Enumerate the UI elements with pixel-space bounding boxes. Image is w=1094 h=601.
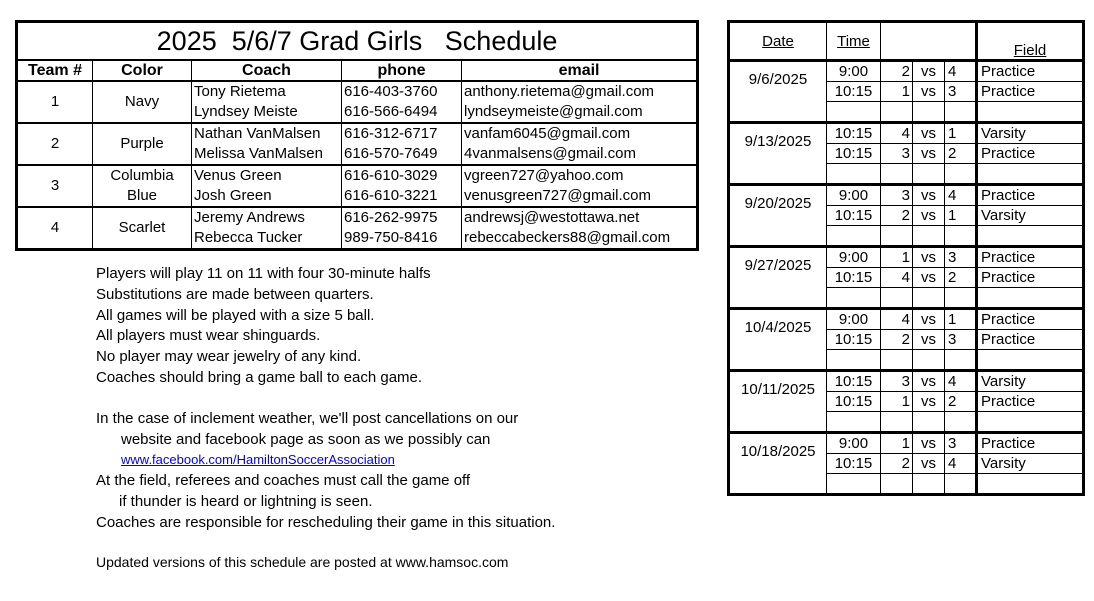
away-team: 3: [945, 330, 977, 350]
game-time: 10:15: [827, 123, 881, 144]
team-color-cell: [93, 81, 192, 123]
coach-email: rebeccabeckers88@gmail.com: [464, 229, 671, 246]
team-emails: [462, 165, 698, 207]
team-phones: [342, 165, 462, 207]
empty-cell: [881, 412, 913, 433]
rule-line: Coaches should bring a game ball to each game.: [96, 368, 423, 386]
team-phones: [342, 207, 462, 250]
empty-cell: [977, 350, 1084, 371]
game-time: 10:15: [827, 206, 881, 226]
empty-cell: [945, 102, 977, 123]
coach-email: andrewsj@westottawa.net: [464, 209, 640, 226]
coach-name: Josh Green: [194, 187, 272, 204]
empty-cell: [913, 226, 945, 247]
empty-cell: [977, 288, 1084, 309]
empty-cell: [827, 350, 881, 371]
header-date: Date: [729, 22, 827, 61]
coach-phone: 616-262-9975: [344, 209, 438, 226]
away-team: 4: [945, 61, 977, 82]
game-date: 10/4/2025: [729, 309, 827, 371]
updated-note: Updated versions of this schedule are posted at www.hamsoc.com: [96, 554, 509, 570]
away-team: 3: [945, 247, 977, 268]
empty-cell: [913, 164, 945, 185]
team-row: [17, 207, 698, 250]
home-team: 1: [881, 82, 913, 102]
home-team: 1: [881, 392, 913, 412]
coach-name: Lyndsey Meiste: [194, 103, 298, 120]
schedule-row: [729, 433, 1084, 454]
team-color-cell: [93, 165, 192, 207]
away-team: 1: [945, 123, 977, 144]
team-color: Scarlet: [118, 219, 166, 236]
schedule-row: [729, 247, 1084, 268]
header-matchup: [881, 22, 977, 61]
empty-cell: [827, 102, 881, 123]
game-time: 10:15: [827, 392, 881, 412]
vs-label: vs: [913, 392, 945, 412]
empty-cell: [881, 288, 913, 309]
game-date: 9/20/2025: [729, 185, 827, 247]
weather-note: In the case of inclement weather, we'll post cancellations on our: [96, 409, 519, 427]
coach-phone: 989-750-8416: [344, 229, 438, 246]
team-color: Navy: [124, 93, 160, 110]
away-team: 1: [945, 206, 977, 226]
home-team: 2: [881, 330, 913, 350]
home-team: 4: [881, 268, 913, 288]
game-date: 10/11/2025: [729, 371, 827, 433]
game-time: 9:00: [827, 185, 881, 206]
away-team: 3: [945, 82, 977, 102]
game-field: Varsity: [977, 371, 1084, 392]
rule-line: All games will be played with a size 5 ball.: [96, 306, 375, 324]
game-time: 9:00: [827, 247, 881, 268]
empty-cell: [881, 350, 913, 371]
vs-label: vs: [913, 330, 945, 350]
team-row: [17, 81, 698, 123]
vs-label: vs: [913, 61, 945, 82]
empty-cell: [977, 164, 1084, 185]
coach-email: lyndseymeiste@gmail.com: [464, 103, 643, 120]
rule-line: All players must wear shinguards.: [96, 327, 321, 345]
game-date: 10/18/2025: [729, 433, 827, 495]
game-field: Practice: [977, 185, 1084, 206]
header-color: Color: [93, 60, 192, 81]
home-team: 2: [881, 454, 913, 474]
vs-label: vs: [913, 454, 945, 474]
game-field: Practice: [977, 82, 1084, 102]
game-time: 10:15: [827, 454, 881, 474]
vs-label: vs: [913, 309, 945, 330]
rule-line: No player may wear jewelry of any kind.: [96, 348, 362, 366]
team-row: [17, 165, 698, 207]
empty-cell: [945, 164, 977, 185]
team-number: 1: [17, 81, 93, 123]
team-coaches: [192, 207, 342, 250]
empty-cell: [945, 412, 977, 433]
team-emails: [462, 81, 698, 123]
home-team: 3: [881, 144, 913, 164]
away-team: 3: [945, 433, 977, 454]
coach-phone: 616-403-3760: [344, 83, 438, 100]
coach-name: Tony Rietema: [194, 83, 286, 100]
game-time: 9:00: [827, 61, 881, 82]
schedule-row: [729, 123, 1084, 144]
coach-name: Nathan VanMalsen: [194, 125, 321, 142]
game-time: 10:15: [827, 330, 881, 350]
team-phones: [342, 123, 462, 165]
vs-label: vs: [913, 268, 945, 288]
empty-cell: [913, 350, 945, 371]
empty-cell: [945, 474, 977, 495]
empty-cell: [913, 288, 945, 309]
game-field: Varsity: [977, 206, 1084, 226]
rule-line: Substitutions are made between quarters.: [96, 285, 374, 303]
home-team: 3: [881, 185, 913, 206]
empty-cell: [827, 288, 881, 309]
home-team: 3: [881, 371, 913, 392]
coach-email: venusgreen727@gmail.com: [464, 187, 651, 204]
game-time: 10:15: [827, 371, 881, 392]
team-number: 4: [17, 207, 93, 250]
schedule-title: 2025 5/6/7 Grad Girls Schedule: [17, 22, 698, 61]
vs-label: vs: [913, 82, 945, 102]
game-field: Practice: [977, 144, 1084, 164]
vs-label: vs: [913, 433, 945, 454]
empty-cell: [977, 412, 1084, 433]
empty-cell: [881, 102, 913, 123]
vs-label: vs: [913, 185, 945, 206]
header-phone: phone: [342, 60, 462, 81]
game-field: Practice: [977, 433, 1084, 454]
game-field: Practice: [977, 61, 1084, 82]
coach-email: anthony.rietema@gmail.com: [464, 83, 655, 100]
away-team: 1: [945, 309, 977, 330]
empty-cell: [977, 102, 1084, 123]
empty-cell: [913, 102, 945, 123]
team-coaches: [192, 81, 342, 123]
away-team: 2: [945, 392, 977, 412]
header-email: email: [462, 60, 698, 81]
coach-name: Venus Green: [194, 167, 282, 184]
header-coach: Coach: [192, 60, 342, 81]
schedule-row: [729, 309, 1084, 330]
team-coaches: [192, 123, 342, 165]
team-color-line: Blue: [126, 187, 158, 204]
facebook-link[interactable]: www.facebook.com/HamiltonSoccerAssociation: [121, 452, 395, 468]
weather-note: At the field, referees and coaches must call the game off: [96, 472, 471, 490]
away-team: 4: [945, 454, 977, 474]
vs-label: vs: [913, 144, 945, 164]
game-field: Practice: [977, 268, 1084, 288]
team-row: [17, 123, 698, 165]
schedule-header: [729, 22, 1084, 61]
game-date: 9/13/2025: [729, 123, 827, 185]
vs-label: vs: [913, 206, 945, 226]
game-time: 10:15: [827, 268, 881, 288]
game-field: Practice: [977, 392, 1084, 412]
home-team: 1: [881, 433, 913, 454]
team-phones: [342, 81, 462, 123]
away-team: 2: [945, 268, 977, 288]
empty-cell: [827, 226, 881, 247]
team-emails: [462, 207, 698, 250]
empty-cell: [945, 288, 977, 309]
vs-label: vs: [913, 247, 945, 268]
empty-cell: [977, 226, 1084, 247]
game-time: 10:15: [827, 82, 881, 102]
coach-name: Rebecca Tucker: [194, 229, 303, 246]
game-time: 9:00: [827, 309, 881, 330]
home-team: 2: [881, 61, 913, 82]
header-field: Field: [977, 22, 1084, 61]
coach-name: Jeremy Andrews: [194, 209, 305, 226]
empty-cell: [827, 474, 881, 495]
coach-email: vanfam6045@gmail.com: [464, 125, 631, 142]
away-team: 4: [945, 185, 977, 206]
empty-cell: [945, 350, 977, 371]
header-time: Time: [827, 22, 881, 61]
empty-cell: [881, 164, 913, 185]
coach-name: Melissa VanMalsen: [194, 145, 323, 162]
game-time: 9:00: [827, 433, 881, 454]
home-team: 4: [881, 123, 913, 144]
weather-note: website and facebook page as soon as we possibly can: [121, 430, 491, 448]
header-team-number: Team #: [17, 60, 93, 81]
team-color-cell: [93, 123, 192, 165]
coach-phone: 616-610-3221: [344, 187, 438, 204]
empty-cell: [913, 412, 945, 433]
team-coaches: [192, 165, 342, 207]
team-number: 2: [17, 123, 93, 165]
team-table: [15, 20, 699, 251]
coach-phone: 616-610-3029: [344, 167, 438, 184]
home-team: 1: [881, 247, 913, 268]
home-team: 2: [881, 206, 913, 226]
team-emails: [462, 123, 698, 165]
team-number: 3: [17, 165, 93, 207]
rule-line: Players will play 11 on 11 with four 30-minute halfs: [96, 265, 431, 282]
empty-cell: [913, 474, 945, 495]
empty-cell: [881, 226, 913, 247]
away-team: 4: [945, 371, 977, 392]
game-field: Varsity: [977, 123, 1084, 144]
team-color: Purple: [120, 135, 164, 152]
rules-notes: [96, 264, 696, 534]
game-date: 9/6/2025: [729, 61, 827, 123]
home-team: 4: [881, 309, 913, 330]
schedule-row: [729, 371, 1084, 392]
coach-phone: 616-570-7649: [344, 145, 438, 162]
game-field: Practice: [977, 309, 1084, 330]
coach-email: vgreen727@yahoo.com: [464, 167, 624, 184]
game-schedule-table: [727, 20, 1085, 496]
empty-cell: [827, 412, 881, 433]
team-table-header: [17, 60, 698, 81]
empty-cell: [945, 226, 977, 247]
game-field: Varsity: [977, 454, 1084, 474]
weather-note: if thunder is heard or lightning is seen.: [119, 492, 373, 510]
vs-label: vs: [913, 371, 945, 392]
team-color-cell: [93, 207, 192, 250]
game-time: 10:15: [827, 144, 881, 164]
game-date: 9/27/2025: [729, 247, 827, 309]
game-field: Practice: [977, 330, 1084, 350]
coach-phone: 616-566-6494: [344, 103, 438, 120]
empty-cell: [977, 474, 1084, 495]
empty-cell: [881, 474, 913, 495]
empty-cell: [827, 164, 881, 185]
schedule-row: [729, 61, 1084, 82]
weather-note: Coaches are responsible for rescheduling their game in this situation.: [96, 513, 556, 531]
coach-phone: 616-312-6717: [344, 125, 438, 142]
game-field: Practice: [977, 247, 1084, 268]
team-color-line: Columbia: [110, 167, 174, 184]
schedule-row: [729, 185, 1084, 206]
coach-email: 4vanmalsens@gmail.com: [464, 145, 636, 162]
away-team: 2: [945, 144, 977, 164]
vs-label: vs: [913, 123, 945, 144]
